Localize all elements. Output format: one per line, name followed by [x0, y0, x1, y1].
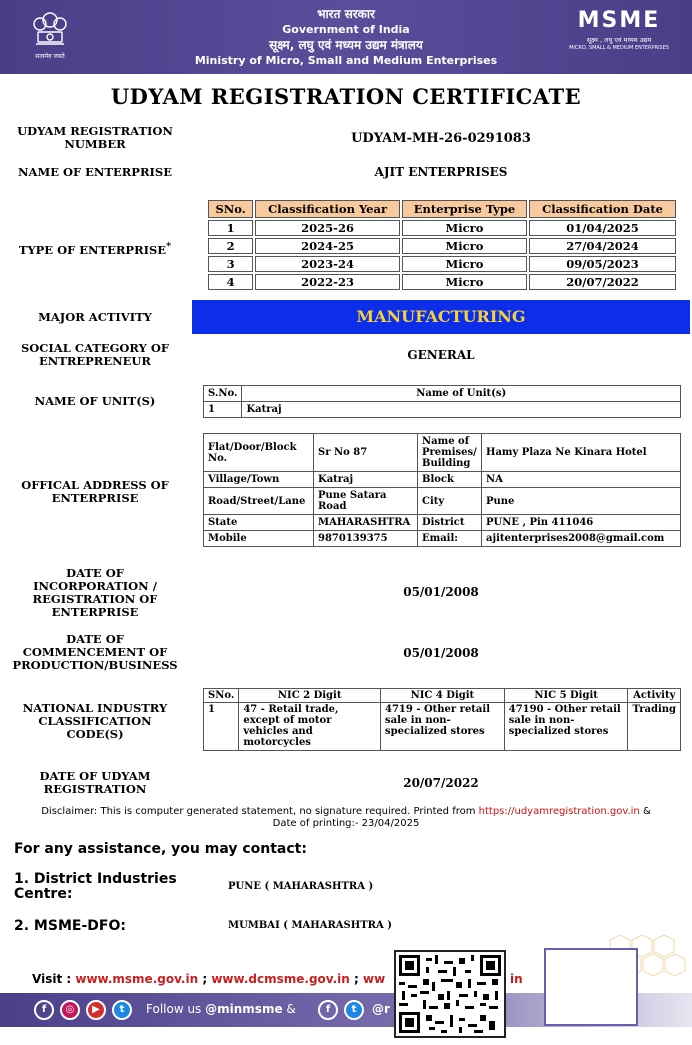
udyam-date-label: DATE OF UDYAM REGISTRATION [39, 769, 151, 796]
social-category-value: GENERAL [407, 348, 475, 362]
address-value: PUNE , Pin 411046 [482, 515, 681, 531]
classification-header-row [208, 200, 676, 218]
table-cell: Micro [402, 256, 527, 272]
printing-date: Date of printing:- 23/04/2025 [272, 818, 420, 829]
dcmsme-url-link[interactable]: www.dcmsme.gov.in [211, 972, 350, 986]
table-cell: Katraj [242, 402, 681, 418]
facebook-icon[interactable]: f [318, 1000, 338, 1020]
table-cell: 4719 - Other retail sale in non-specialized stores [381, 703, 505, 751]
units-header: Name of Unit(s) [242, 386, 681, 402]
units-header-row [204, 386, 681, 402]
msme-logo-hindi: सूक्ष्म , लघु एवं मध्यम उद्यम [586, 36, 652, 44]
classification-table [206, 198, 678, 292]
address-key: Email: [418, 531, 482, 547]
reg-no-label: UDYAM REGISTRATION NUMBER [17, 124, 173, 151]
table-row [204, 488, 681, 515]
table-cell: 20/07/2022 [529, 274, 676, 290]
table-cell: Micro [402, 274, 527, 290]
nic-table [203, 688, 681, 751]
header-banner [0, 0, 692, 74]
table-cell: 09/05/2023 [529, 256, 676, 272]
table-cell: 4 [208, 274, 253, 290]
table-cell: 1 [208, 220, 253, 236]
major-activity-label: MAJOR ACTIVITY [38, 310, 152, 324]
table-cell: 1 [204, 703, 239, 751]
address-key: Village/Town [204, 472, 314, 488]
type-asterisk: * [166, 241, 172, 252]
follow-amp: & [286, 1002, 296, 1016]
address-key: Block [418, 472, 482, 488]
type-label-text: TYPE OF ENTERPRISE [18, 242, 167, 257]
visit-label: Visit : [32, 972, 72, 986]
table-row [204, 402, 681, 418]
nic-header: NIC 4 Digit [381, 689, 505, 703]
photo-placeholder [544, 948, 638, 1026]
table-cell: 2022-23 [255, 274, 400, 290]
table-cell: 01/04/2025 [529, 220, 676, 236]
address-value: Sr No 87 [314, 434, 418, 472]
dfo-value: MUMBAI ( MAHARASHTRA ) [228, 920, 392, 931]
handle[interactable]: @minmsme [205, 1002, 283, 1016]
address-table [203, 433, 681, 547]
table-row [208, 220, 676, 236]
visit-sep: ; [354, 972, 359, 986]
udyam-link[interactable]: https://udyamregistration.gov.in [478, 806, 640, 817]
udyam-date-value: 20/07/2022 [403, 776, 479, 790]
partial-url-link[interactable]: ww [363, 972, 386, 986]
units-table [203, 385, 681, 418]
msme-logo-word: MSME [577, 8, 661, 33]
enterprise-name-label: NAME OF ENTERPRISE [18, 165, 172, 179]
table-cell: 2024-25 [255, 238, 400, 254]
national-emblem-icon [30, 8, 70, 64]
table-row [204, 703, 681, 751]
twitter-icon[interactable]: t [112, 1000, 132, 1020]
major-activity-value: MANUFACTURING [192, 300, 690, 334]
address-value: Katraj [314, 472, 418, 488]
nic-label: NATIONAL INDUSTRY CLASSIFICATION CODE(S) [22, 701, 168, 741]
table-cell: 2025-26 [255, 220, 400, 236]
handle-partial [372, 1002, 390, 1016]
nic-header-row [204, 689, 681, 703]
address-value: 9870139375 [314, 531, 418, 547]
dfo-label: 2. MSME-DFO: [14, 918, 126, 934]
address-value: NA [482, 472, 681, 488]
nic-header: SNo. [204, 689, 239, 703]
table-cell: Trading [628, 703, 681, 751]
qr-code-icon [399, 955, 501, 1033]
table-row [204, 472, 681, 488]
partial-url-tail[interactable]: in [510, 972, 523, 986]
disclaimer [0, 806, 692, 830]
address-key: Mobile [204, 531, 314, 547]
address-value: Pune Satara Road [314, 488, 418, 515]
table-cell: 47 - Retail trade, except of motor vehicles and motorcycles [239, 703, 381, 751]
social-category-label: SOCIAL CATEGORY OF ENTREPRENEUR [20, 341, 170, 368]
table-cell: 2 [208, 238, 253, 254]
classification-header: Classification Date [529, 200, 676, 218]
header-english-2: Ministry of Micro, Small and Medium Enterprises [194, 54, 498, 67]
nic-header: Activity [628, 689, 681, 703]
table-row [204, 531, 681, 547]
dic-value: PUNE ( MAHARASHTRA ) [228, 881, 374, 892]
address-value: MAHARASHTRA [314, 515, 418, 531]
assistance-heading: For any assistance, you may contact: [14, 841, 307, 857]
table-row [204, 515, 681, 531]
disclaimer-amp: & [642, 806, 651, 817]
msme-logo [564, 8, 674, 51]
header-text [150, 6, 542, 68]
incorporation-label: DATE OF INCORPORATION / REGISTRATION OF ENTERPRISE [32, 566, 158, 619]
follow-label: Follow us [146, 1002, 202, 1016]
address-value: Pune [482, 488, 681, 515]
commencement-label: DATE OF COMMENCEMENT OF PRODUCTION/BUSINESS [12, 632, 178, 672]
table-cell: 2023-24 [255, 256, 400, 272]
address-key: State [204, 515, 314, 531]
commencement-value: 05/01/2008 [403, 646, 479, 660]
facebook-icon[interactable]: f [34, 1000, 54, 1020]
address-value[interactable]: ajitenterprises2008@gmail.com [482, 531, 681, 547]
units-label: NAME OF UNIT(S) [34, 394, 156, 408]
table-cell: Micro [402, 220, 527, 236]
nic-header: NIC 5 Digit [504, 689, 628, 703]
svg-text:सत्यमेव जयते: सत्यमेव जयते [35, 53, 65, 60]
classification-header: Classification Year [255, 200, 400, 218]
table-cell: 3 [208, 256, 253, 272]
table-cell: Micro [402, 238, 527, 254]
youtube-icon[interactable]: ▶ [86, 1000, 106, 1020]
address-value: Hamy Plaza Ne Kinara Hotel [482, 434, 681, 472]
type-label [10, 240, 180, 257]
nic-header: NIC 2 Digit [239, 689, 381, 703]
table-row [208, 256, 676, 272]
classification-header: Enterprise Type [402, 200, 527, 218]
table-cell: 27/04/2024 [529, 238, 676, 254]
table-row [208, 238, 676, 254]
msme-url-link[interactable]: www.msme.gov.in [75, 972, 199, 986]
units-header: S.No. [204, 386, 242, 402]
address-key: Name of Premises/ Building [418, 434, 482, 472]
follow-text [146, 1002, 296, 1016]
msme-logo-english: MICRO, SMALL & MEDIUM ENTERPRISES [569, 45, 669, 51]
visit-line [32, 972, 385, 986]
visit-sep: ; [202, 972, 208, 986]
certificate-title: UDYAM REGISTRATION CERTIFICATE [110, 84, 582, 109]
reg-no-value: UDYAM-MH-26-0291083 [351, 131, 531, 146]
table-row [204, 434, 681, 472]
dic-label: 1. District Industries Centre: [14, 871, 177, 902]
address-label: OFFICAL ADDRESS OF ENTERPRISE [21, 478, 169, 505]
address-key: Road/Street/Lane [204, 488, 314, 515]
instagram-icon[interactable]: ◎ [60, 1000, 80, 1020]
header-english-1: Government of India [282, 23, 410, 36]
visit-tail [510, 972, 523, 986]
address-key: Flat/Door/Block No. [204, 434, 314, 472]
header-hindi-2: सूक्ष्म, लघु एवं मध्यम उद्यम मंत्रालय [269, 38, 423, 52]
header-hindi-1: भारत सरकार [317, 7, 375, 21]
table-cell: 1 [204, 402, 242, 418]
qr-code[interactable] [394, 950, 506, 1038]
classification-header: SNo. [208, 200, 253, 218]
enterprise-name-value: AJIT ENTERPRISES [374, 165, 508, 179]
address-key: District [418, 515, 482, 531]
handle-partial-text[interactable]: @r [372, 1002, 390, 1016]
address-key: City [418, 488, 482, 515]
disclaimer-text: Disclaimer: This is computer generated statement, no signature required. Printed from [41, 806, 476, 817]
twitter-icon[interactable]: t [344, 1000, 364, 1020]
table-row [208, 274, 676, 290]
table-cell: 47190 - Other retail sale in non-specialized stores [504, 703, 628, 751]
incorporation-value: 05/01/2008 [403, 585, 479, 599]
